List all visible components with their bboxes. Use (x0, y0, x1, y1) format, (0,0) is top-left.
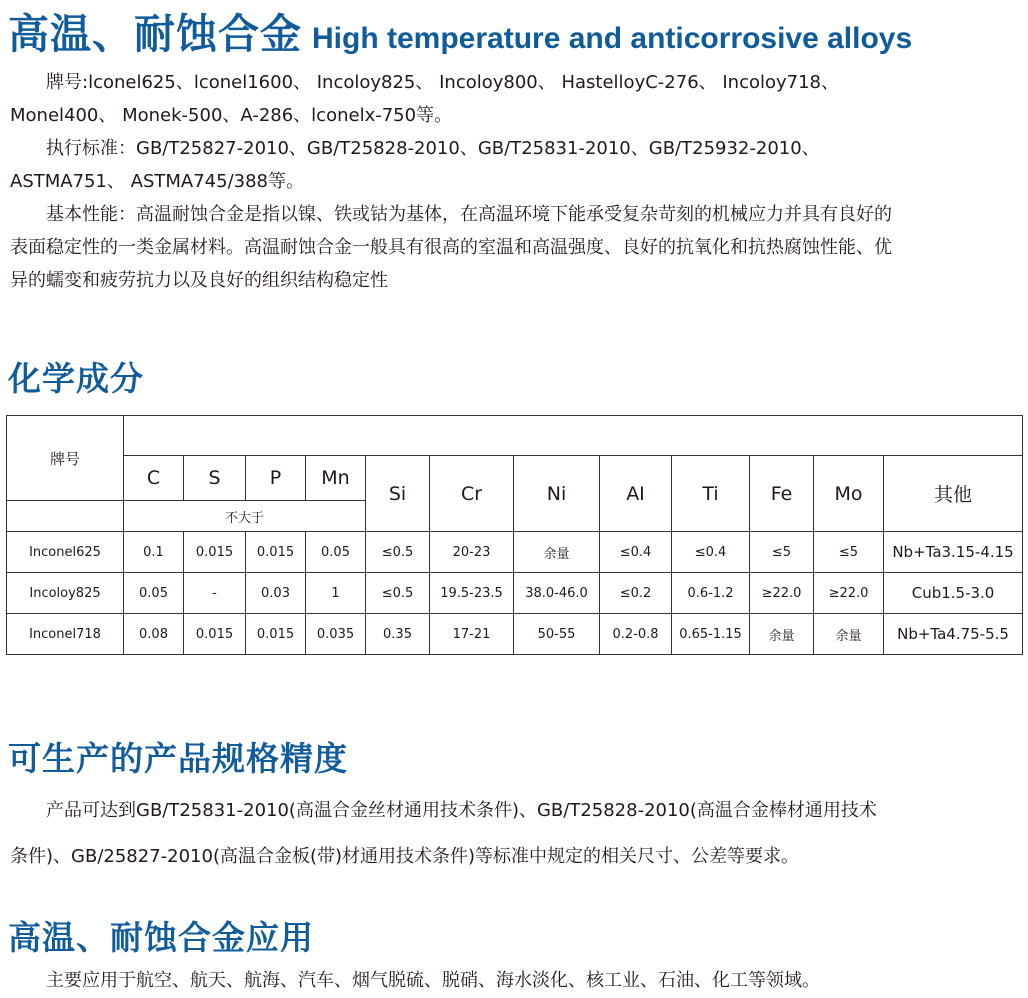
value-cell: ≤0.5 (366, 532, 430, 573)
properties-line-2: 表面稳定性的一类金属材料。高温耐蚀合金一般具有很高的室温和高温强度、良好的抗氧化和抗热腐蚀性能、优 (10, 237, 892, 258)
value-cell: 0.6-1.2 (672, 573, 750, 614)
value-cell: ≤0.2 (600, 573, 672, 614)
column-header-s: S (184, 456, 246, 501)
value-cell: 余量 (514, 532, 600, 573)
value-cell: 0.65-1.15 (672, 614, 750, 655)
applications-text (10, 966, 1010, 996)
value-cell: ≤0.4 (600, 532, 672, 573)
column-header-al: AI (600, 456, 672, 532)
applications-section-title: 高温、耐蚀合金应用 (8, 918, 314, 957)
header-spacer-cell (124, 416, 1023, 456)
column-header-ti: Ti (672, 456, 750, 532)
value-cell: 余量 (814, 614, 884, 655)
intro-text (10, 66, 1010, 297)
table-header-element-row (7, 456, 1023, 501)
grade-header-filler (7, 501, 124, 532)
value-cell: Nb+Ta4.75-5.5 (884, 614, 1023, 655)
value-cell: 0.035 (306, 614, 366, 655)
value-cell: 0.08 (124, 614, 184, 655)
table-row (7, 532, 1023, 573)
value-cell: 19.5-23.5 (430, 573, 514, 614)
table-row (7, 614, 1023, 655)
value-cell: ≤0.4 (672, 532, 750, 573)
column-header-p: P (246, 456, 306, 501)
value-cell: Nb+Ta3.15-4.15 (884, 532, 1023, 573)
column-header-fe: Fe (750, 456, 814, 532)
properties-line-1: 基本性能：高温耐蚀合金是指以镍、铁或钴为基体，在高温环境下能承受复杂苛刻的机械应力并具有良好的 (46, 204, 892, 225)
grade-cell: Inconel625 (7, 532, 124, 573)
standards-line-1: 执行标准：GB/T25827-2010、GB/T25828-2010、GB/T25831-2010、GB/T25932-2010、 (46, 138, 820, 159)
column-header-c: C (124, 456, 184, 501)
value-cell: - (184, 573, 246, 614)
value-cell: ≥22.0 (750, 573, 814, 614)
value-cell: ≥22.0 (814, 573, 884, 614)
value-cell: ≤5 (750, 532, 814, 573)
value-cell: 0.015 (246, 532, 306, 573)
value-cell: 50-55 (514, 614, 600, 655)
page-title-english: High temperature and anticorrosive alloys (312, 22, 913, 55)
column-header-cr: Cr (430, 456, 514, 532)
value-cell: 1 (306, 573, 366, 614)
column-header-si: Si (366, 456, 430, 532)
applications-line: 主要应用于航空、航天、航海、汽车、烟气脱硫、脱硝、海水淡化、核工业、石油、化工等领域。 (46, 970, 820, 991)
precision-text (10, 788, 1010, 880)
value-cell: ≤5 (814, 532, 884, 573)
table-header-top-row (7, 416, 1023, 456)
value-cell: ≤0.5 (366, 573, 430, 614)
composition-table (6, 415, 1023, 655)
column-header-mo: Mo (814, 456, 884, 532)
value-cell: 38.0-46.0 (514, 573, 600, 614)
value-cell: 余量 (750, 614, 814, 655)
table-row (7, 573, 1023, 614)
precision-section-title: 可生产的产品规格精度 (8, 739, 348, 778)
value-cell: 0.35 (366, 614, 430, 655)
page-title-chinese: 高温、耐蚀合金 (8, 10, 302, 58)
value-cell: 0.05 (306, 532, 366, 573)
value-cell: Cub1.5-3.0 (884, 573, 1023, 614)
value-cell: 0.1 (124, 532, 184, 573)
value-cell: 0.05 (124, 573, 184, 614)
grades-line-1: 牌号:lconel625、lconel1600、 Incoloy825、 Incoloy800、 HastelloyC-276、 Incoloy718、 (46, 72, 840, 93)
value-cell: 0.015 (184, 614, 246, 655)
max-limit-note: 不大于 (124, 501, 366, 532)
value-cell: 0.015 (184, 532, 246, 573)
grade-header: 牌号 (7, 416, 124, 501)
value-cell: 0.03 (246, 573, 306, 614)
grade-cell: Inconel718 (7, 614, 124, 655)
precision-line-2: 条件)、GB/25827-2010(高温合金板(带)材通用技术条件)等标准中规定的相关尺寸、公差等要求。 (10, 846, 800, 867)
value-cell: 17-21 (430, 614, 514, 655)
precision-line-1: 产品可达到GB/T25831-2010(高温合金丝材通用技术条件)、GB/T25828-2010(高温合金棒材通用技术 (46, 800, 877, 821)
properties-line-3: 异的蠕变和疲劳抗力以及良好的组织结构稳定性 (10, 270, 388, 291)
grade-cell: Incoloy825 (7, 573, 124, 614)
grades-line-2: Monel400、 Monek-500、A-286、lconelx-750等。 (10, 105, 453, 126)
page-title (8, 10, 912, 67)
composition-section-title: 化学成分 (8, 359, 144, 398)
value-cell: 20-23 (430, 532, 514, 573)
value-cell: 0.2-0.8 (600, 614, 672, 655)
value-cell: 0.015 (246, 614, 306, 655)
standards-line-2: ASTMA751、 ASTMA745/388等。 (10, 171, 305, 192)
column-header-other: 其他 (884, 456, 1023, 532)
column-header-mn: Mn (306, 456, 366, 501)
column-header-ni: Ni (514, 456, 600, 532)
